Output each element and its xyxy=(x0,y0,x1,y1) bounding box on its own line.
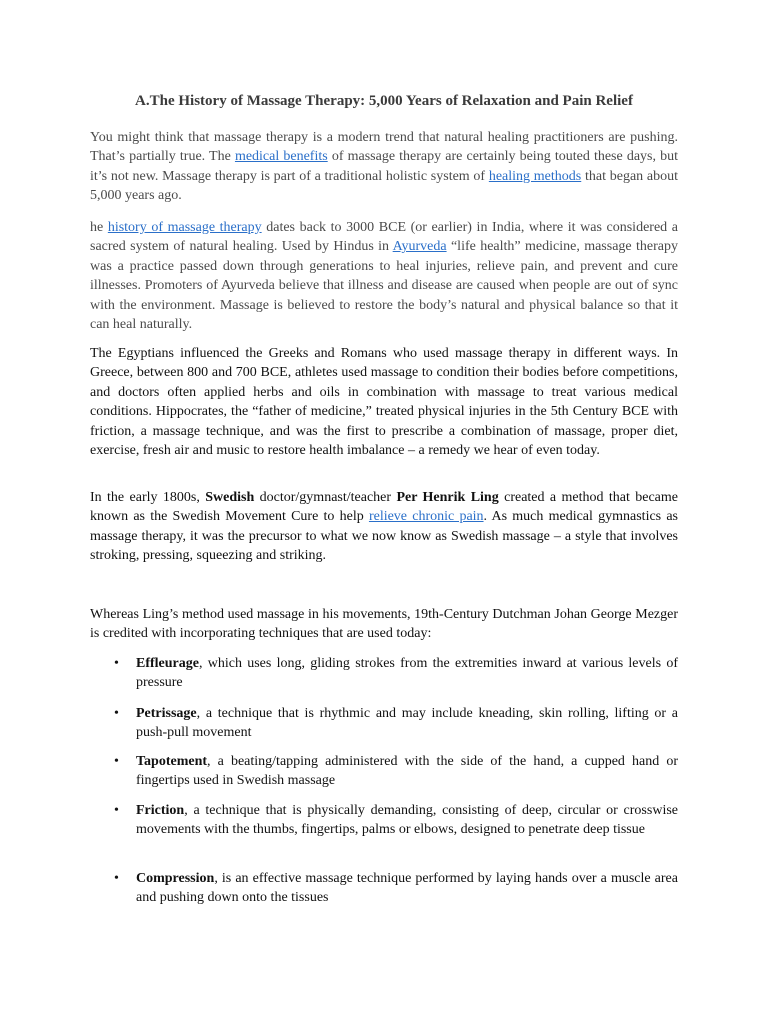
list-item-petrissage xyxy=(90,704,678,743)
bullet-icon: • xyxy=(114,706,119,721)
swedish-text-2: doctor/gymnast/teacher xyxy=(254,490,397,505)
per-henrik-ling-bold: Per Henrik Ling xyxy=(396,490,499,505)
history-of-massage-link[interactable]: history of massage therapy xyxy=(107,220,262,235)
technique-term: Compression xyxy=(136,871,215,886)
technique-term: Tapotement xyxy=(136,754,208,769)
technique-desc: , a technique that is rhythmic and may include kneading, skin rolling, lifting or a push-pull movement xyxy=(136,706,678,741)
technique-desc: , a beating/tapping administered with the side of the hand, a cupped hand or fingertips used in Swedish massage xyxy=(136,754,678,789)
technique-desc: , which uses long, gliding strokes from the extremities inward at various levels of pressure xyxy=(136,656,678,691)
relieve-chronic-pain-link[interactable]: relieve chronic pain xyxy=(368,509,484,525)
swedish-text-1: In the early 1800s, xyxy=(90,490,206,505)
ayurveda-link[interactable]: Ayurveda xyxy=(392,239,447,255)
swedish-bold: Swedish xyxy=(205,490,255,505)
list-item-compression xyxy=(90,869,678,908)
bullet-icon: • xyxy=(114,803,119,818)
intro-text-2: of massage therapy are certainly being touted these days, but it’s not new. Massage therapy is part of a traditional holistic system of xyxy=(90,149,679,184)
bullet-icon: • xyxy=(114,656,119,671)
intro-text-1: You might think that massage therapy is a modern trend that natural healing practitioners are pushing. That’s partially true. The xyxy=(90,130,678,165)
history-text-3: “life health” medicine, massage therapy was a practice passed down through generations to heal injuries, relieve pain, and prevent and cure illnesses. Promoters of Ayurveda believe that illness and disease are caused when people are out of sync with the environment. Massage is believed to restore the body’s natural and physical balance so that it can heal naturally. xyxy=(90,239,678,333)
swedish-paragraph xyxy=(90,488,678,566)
list-item-friction xyxy=(90,801,678,840)
medical-benefits-link[interactable]: medical benefits xyxy=(234,149,328,165)
swedish-text-3: created a method that became known as the Swedish Movement Cure to help xyxy=(90,490,678,525)
intro-text-3: that began about 5,000 years ago. xyxy=(90,168,679,204)
bullet-icon: • xyxy=(114,871,119,886)
greeks-romans-paragraph: The Egyptians influenced the Greeks and Romans who used massage therapy in different ways. In Greece, between 800 and 700 BCE, athletes used massage to condition their bodies before competitions, and doctors often applied herbs and oils in combination with massage to treat various medical conditions. Hippocrates, the “father of medicine,” treated physical injuries in the 5th Century BCE with friction, a massage technique, and was the first to prescribe a combination of massage, proper diet, exercise, fresh air and music to restore health imbalance – a remedy we hear of even today. xyxy=(90,346,678,459)
technique-term: Friction xyxy=(136,803,185,818)
list-item-effleurage xyxy=(90,654,678,693)
document-title: A.The History of Massage Therapy: 5,000 Years of Relaxation and Pain Relief xyxy=(135,93,633,109)
list-item-tapotement xyxy=(90,752,678,791)
intro-paragraph xyxy=(90,128,678,206)
technique-desc: , a technique that is physically demanding, consisting of deep, circular or crosswise movements with the thumbs, fingertips, palms or elbows, designed to penetrate deep tissue xyxy=(136,803,678,838)
history-text-1: he xyxy=(90,220,108,235)
technique-term: Petrissage xyxy=(136,706,197,721)
mezger-paragraph: Whereas Ling’s method used massage in his movements, 19th-Century Dutchman Johan George Mezger is credited with incorporating techniques that are used today: xyxy=(90,607,678,642)
healing-methods-link[interactable]: healing methods xyxy=(488,168,582,184)
history-text-2: dates back to 3000 BCE (or earlier) in India, where it was considered a sacred system of natural healing. Used by Hindus in xyxy=(90,220,678,255)
technique-desc: , is an effective massage technique performed by laying hands over a muscle area and pushing down onto the tissues xyxy=(136,871,678,906)
technique-term: Effleurage xyxy=(136,656,199,671)
swedish-text-4: . As much medical gymnastics as massage therapy, it was the precursor to what we now know as Swedish massage – a style that involves stroking, pressing, squeezing and striking. xyxy=(90,509,678,564)
bullet-icon: • xyxy=(114,754,119,769)
history-paragraph xyxy=(90,218,678,334)
